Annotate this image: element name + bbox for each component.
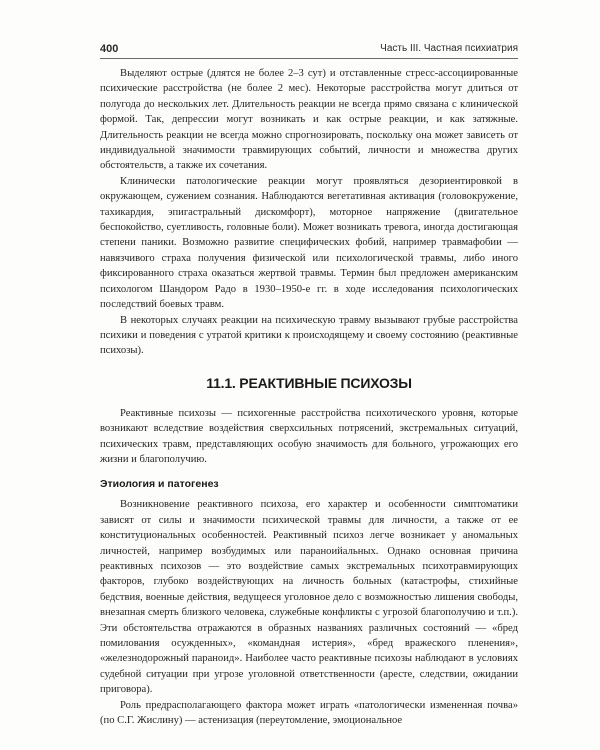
paragraph: Возникновение реактивного психоза, его характер и особенности симптоматики зависят от силы и значимости психической травмы для личности, а также от ее конституциональных особенностей. Реактивный психоз легче возникает у аномальных личностей, например возбудимых или параноийальных. Однако основная причина реактивных психозов — это воздействие самых экстремальных психотравмирующих факторов, глубоко воздействующих на личность больных (катастрофы, стихийные бедствия, военные действия, ведущееся уголовное дело с возможностью лишения свободы, внезапная смерть близкого человека, служебные конфликты с угрозой благополучию и т.п.). Эти обстоятельства отражаются в образных названиях различных состояний — «бред помилования осужденных», «командная истерия», «бред вражеского пленения», «железнодорожный параноид». Наиболее часто реактивные психозы наблюдают в условиях судебной ситуации при угрозе уголовной ответственности (аресте, следствии, ожидании приговора). bbox=[100, 499, 518, 696]
paragraph: Роль предрасполагающего фактора может играть «патологически измененная почва» (по С.Г. Жислину) — астенизация (переутомление, эмоциональное bbox=[100, 699, 518, 727]
paragraph: Клинически патологические реакции могут проявляться дезориентировкой в окружающем, сужением сознания. Наблюдаются вегетативная активация (головокружение, тахикардия, эпигастральный дискомфорт), моторное напряжение (двигательное беспокойство, суетливость, головные боли). Может возникать тревога, иногда достигающая степени паники. Возможно развитие специфических фобий, например травмафобии — навязчивого страха получения физической или психологической травмы, либо иного фиксированного страха оказаться жертвой травмы. Термин был предложен американским психологом Шандором Радо в 1930–1950-е гг. в ходе исследования психологических последствий боевых травм. bbox=[100, 175, 518, 311]
paragraph: В некоторых случаях реакции на психическую травму вызывают грубые расстройства психики и поведения с утратой критики к происходящему и своему состоянию (реактивные психозы). bbox=[100, 314, 518, 357]
subsection-heading: Этиология и патогенез bbox=[100, 478, 219, 491]
paragraph: Реактивные психозы — психогенные расстройства психотического уровня, которые возникают вследствие воздействия сверхсильных потрясений, экстремальных ситуаций, психических травм, представляющих особую значимость для больного, угрожающих его жизни и благополучию. bbox=[100, 407, 518, 465]
page-body bbox=[100, 66, 518, 728]
page-header bbox=[100, 42, 518, 59]
running-title: Часть III. Частная психиатрия bbox=[380, 43, 518, 54]
page-number: 400 bbox=[100, 43, 119, 55]
paragraph: Выделяют острые (длятся не более 2–3 сут) и отставленные стресс-ассоциированные психические расстройства (не более 2 мес). Некоторые расстройства могут длиться от полугода до нескольких лет. Длительность реакции не всегда прямо связана с клинической формой. Так, депрессии могут возникать и как острые реакции, и как затяжные. Длительность реакции не всегда можно спрогнозировать, поскольку она может зависеть от индивидуальной значимости травмирующих событий, личности и множества других обстоятельств, а также их сочетания. bbox=[100, 68, 518, 172]
section-heading: 11.1. РЕАКТИВНЫЕ ПСИХОЗЫ bbox=[206, 374, 412, 391]
